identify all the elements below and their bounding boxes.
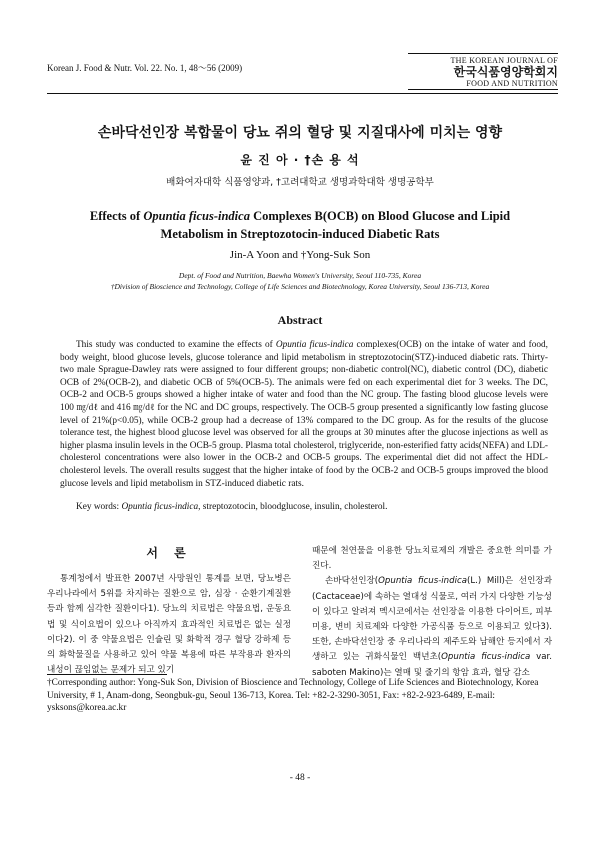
title-en-species: Opuntia ficus-indica bbox=[143, 209, 250, 223]
journal-citation: Korean J. Food & Nutr. Vol. 22. No. 1, 48～56 (2009) bbox=[47, 63, 243, 73]
keywords-rest: , streptozotocin, bloodglucose, insulin, cholesterol. bbox=[198, 502, 388, 512]
page-number: - 48 - bbox=[289, 773, 311, 783]
abstract-heading: Abstract bbox=[277, 313, 323, 327]
journal-logo bbox=[408, 53, 558, 90]
abstract-body bbox=[60, 339, 548, 490]
intro-right-para-2 bbox=[312, 574, 552, 680]
intro-right-a: 손바닥선인장( bbox=[325, 576, 379, 587]
affiliation-en-2: †Division of Bioscience and Technology, College of Life Sciences and Biotechnology, Korea University, Seoul 136-713, Korea bbox=[110, 282, 490, 291]
intro-left-column: 통계청에서 발표한 2007년 사망원인 통계를 보면, 당뇨병은 우리나라에서 5위를 차지하는 질환으로 암, 심장 · 순환기계질환 등과 함께 심각한 질환이다1). 당뇨의 치료법은 약물요법, 운동요법 및 식이요법이 있으나 아직까지 효과적인 치료법은 없는 실정이다2). 이 중 약물요법은 인슐린 및 화학적 경구 혈당 강하제 등의 화학물질을 사용하고 있어 약물 복용에 따른 부작용과 환자의 내성이 끊임없는 문제가 되고 있기 bbox=[47, 574, 291, 676]
journal-name-kr: 한국식품영양학회지 bbox=[453, 65, 558, 79]
intro-right-b: (L.) Mill)은 선인장과(Cactaceae)에 속하는 열대성 식물로, 여러 가지 다양한 기능성이 있다고 알려져 멕시코에서는 선인장을 이용한 다이어트, 피부 미용, 변비 치료제와 다양한 가공식품 등으로 이용되고 있다3). 또한, 손바닥선인장 중 우리나라의 제주도와 남해안 등지에서 자생하고 있는 귀화식물인 백년초( bbox=[312, 576, 552, 663]
keywords-species: Opuntia ficus-indica bbox=[121, 502, 199, 512]
abstract-part2: complexes(OCB) on the intake of water and food, body weight, blood glucose levels, glucose tolerance and lipid metabolism in streptozotocin(STZ)-induced diabetic rats. Thirty-two male Sprague-Dawley rats were assigned to four different groups; non-diabetic control(NC), diabetic control (DC), diabetic OCB of 2%(OCB-2), and diabetic OCB of 5%(OCB-5). The animals were fed on each experimental diet for 3 weeks. The DC, OCB-2 and OCB-5 groups showed a higher intake of water and food than the NC group. The fasting blood glucose levels were 100 ㎎/dℓ and 416 ㎎/dℓ for the NC and DC groups, respectively. The OCB-5 group presented a significantly low fasting glucose level of 21%(p<0.05), while OCB-2 group had a decrease of 13% compared to the DC group. As for the results of the glucose tolerance test, the highest blood glucose level was observed for all the groups at 30 minutes after the glucose injections as well as higher plasma insulin levels in the OCB-5 group. Plasma total cholesterol, triglyceride, non-esterified fatty acids(NEFA) and LDL-cholesterol concentrations were also lower in the OCB-2 and OCB-5 groups. The experimental diet did not affect the HDL-cholesterol levels. The overall results suggest that the higher intake of food by the OCB-2 and OCB-5 groups improved the blood glucose levels and lipid metabolism in STZ-induced diabetic rats. bbox=[60, 340, 548, 489]
footnote-divider bbox=[47, 674, 167, 675]
intro-right-species: Opuntia ficus-indica bbox=[378, 576, 467, 587]
corresponding-author-footnote: †Corresponding author: Yong-Suk Son, Division of Bioscience and Technology, College of Life Sciences and Biotechnology, Korea University, # 1, Anam-dong, Seongbuk-gu, Seoul 136-713, Korea. Tel: +82-2-3290-3051, Fax: +82-2-923-6489, E-mail: ysksons@korea.ac.kr bbox=[47, 678, 539, 714]
affiliation-korean: 배화여자대학 식품영양과, †고려대학교 생명과학대학 생명공학부 bbox=[166, 177, 434, 188]
authors-korean: 윤 진 아 · †손 용 석 bbox=[240, 153, 360, 167]
abstract-species: Opuntia ficus-indica bbox=[275, 340, 354, 350]
intro-right-column bbox=[312, 544, 552, 681]
title-en-pre: Effects of bbox=[89, 209, 144, 223]
header-divider bbox=[47, 93, 558, 94]
title-korean: 손바닥선인장 복합물이 당뇨 쥐의 혈당 및 지질대사에 미치는 영향 bbox=[97, 125, 503, 141]
journal-name-en-bottom: FOOD AND NUTRITION bbox=[408, 79, 558, 90]
intro-right-para-1: 때문에 천연물을 이용한 당뇨치료제의 개발은 중요한 의미를 가진다. bbox=[312, 546, 552, 572]
intro-right-c: var. saboten Makino)는 열매 및 줄기의 항암 효과, 혈당 감소 bbox=[312, 652, 553, 678]
title-english bbox=[60, 207, 540, 243]
keywords-label: Key words: bbox=[76, 502, 122, 512]
intro-right-species-2: Opuntia ficus-indica bbox=[441, 652, 531, 663]
authors-english: Jin-A Yoon and †Yong-Suk Son bbox=[229, 249, 371, 261]
title-en-post: Complexes B(OCB) on Blood Glucose and Lipid Metabolism in Streptozotocin-induced Diabetic Rats bbox=[160, 209, 511, 241]
affiliation-en-1: Dept. of Food and Nutrition, Baewha Women's University, Seoul 110-735, Korea bbox=[178, 271, 422, 280]
abstract-part1: This study was conducted to examine the effects of bbox=[76, 340, 276, 350]
keywords bbox=[60, 502, 548, 512]
journal-name-en-top: THE KOREAN JOURNAL OF bbox=[408, 53, 558, 65]
section-heading-introduction: 서 론 bbox=[146, 546, 192, 560]
affiliation-english bbox=[40, 270, 560, 292]
